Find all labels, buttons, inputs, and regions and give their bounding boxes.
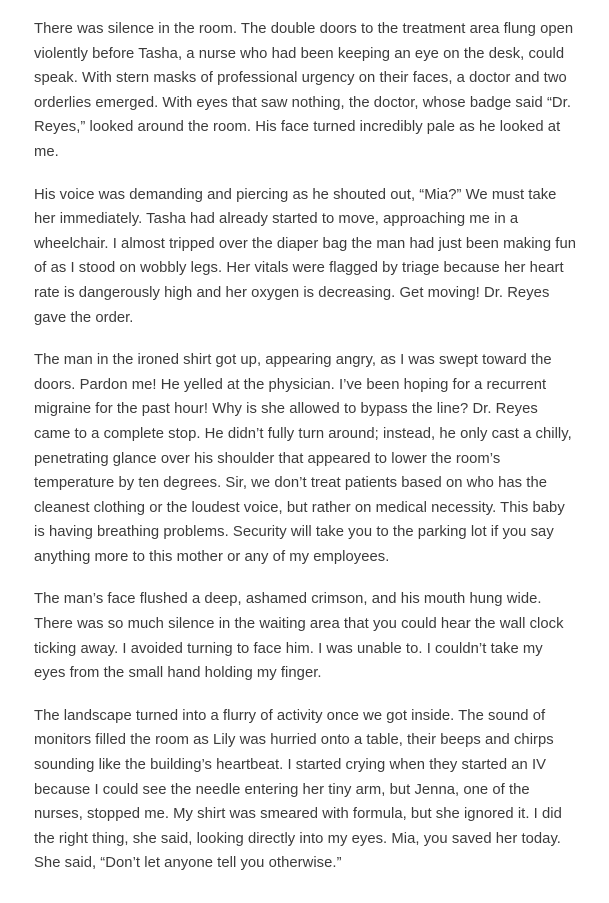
paragraph: His voice was demanding and piercing as he shouted out, “Mia?” We must take her immediately. Tasha had already started to move, approaching me in a wheelchair. I almost tripped over the diaper bag the man had just been making fun of as I stood on wobbly legs. Her vitals were flagged by triage because her heart rate is dangerously high and her oxygen is decreasing. Get moving! Dr. Reyes gave the order. bbox=[34, 186, 576, 326]
paragraph: The landscape turned into a flurry of activity once we got inside. The sound of monitors filled the room as Lily was hurried onto a table, their beeps and chirps sounding like the building’s heartbeat. I started crying when they started an IV because I could see the needle entering her tiny arm, but Jenna, one of the nurses, stopped me. My shirt was smeared with formula, but she ignored it. I did the right thing, she said, looking directly into my eyes. Mia, you saved her today. She said, “Don’t let anyone tell you otherwise.” bbox=[34, 707, 562, 872]
paragraph: The man’s face flushed a deep, ashamed crimson, and his mouth hung wide. There was so much silence in the waiting area that you could hear the wall clock ticking away. I avoided turning to face him. I was unable to. I couldn’t take my eyes from the small hand holding my finger. bbox=[34, 591, 564, 682]
paragraph: The man in the ironed shirt got up, appearing angry, as I was swept toward the doors. Pardon me! He yelled at the physician. I’ve been hoping for a recurrent migraine for the past hour! Why is she allowed to bypass the line? Dr. Reyes came to a complete stop. He didn’t fully turn around; instead, he only cast a chilly, penetrating glance over his shoulder that appeared to lower the room’s temperature by ten degrees. Sir, we don’t treat patients based on who has the cleanest clothing or the loudest voice, but rather on medical necessity. This baby is having breathing problems. Security will take you to the parking lot if you say anything more to this mother or any of my employees. bbox=[34, 352, 572, 565]
paragraph: There was silence in the room. The double doors to the treatment area flung open violently before Tasha, a nurse who had been keeping an eye on the desk, could speak. With stern masks of professional urgency on their faces, a doctor and two orderlies emerged. With eyes that saw nothing, the doctor, whose badge said “Dr. Reyes,” looked around the room. His face turned incredibly pale as he looked at me. bbox=[34, 21, 574, 160]
